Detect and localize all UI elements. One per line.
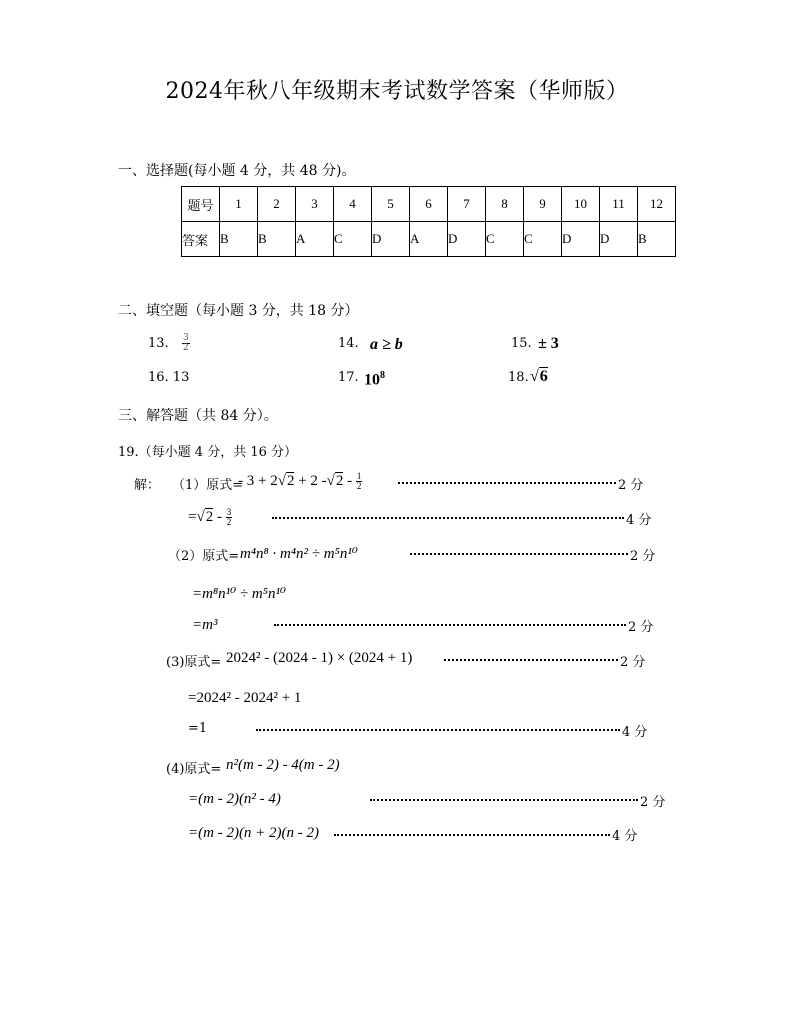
score: 2 分 [640,795,666,810]
score: 4 分 [612,829,638,844]
p2-line2: =m⁸n¹⁰ ÷ m⁵n¹⁰ [192,586,286,602]
dot-leader [410,553,628,555]
table-cell: A [410,222,448,257]
p4-line1: n²(m - 2) - 4(m - 2) [226,757,340,773]
section1-heading: 一、选择题(每小题 4 分，共 48 分)。 [118,163,356,179]
p3-line2: =2024² - 2024² + 1 [188,690,302,706]
dot-leader [370,799,638,801]
score: 2 分 [620,655,646,670]
table-row-answers [182,222,676,257]
table-cell: 1 [220,187,258,222]
q19-heading: 19.（每小题 4 分，共 16 分） [118,445,298,460]
p3-line3: =1 [188,721,208,736]
q18-answer: √6 [530,368,548,385]
section3-heading: 三、解答题（共 84 分）。 [118,408,278,424]
score: 4 分 [622,725,648,740]
section2-heading: 二、填空题（每小题 3 分，共 18 分） [118,303,359,319]
q18-number: 18. [508,370,529,385]
dot-leader [444,659,618,661]
q15-number: 15. [511,336,532,351]
table-cell: C [486,222,524,257]
table-cell: 12 [638,187,676,222]
table-cell: 6 [410,187,448,222]
dot-leader [256,729,620,731]
table-cell: C [334,222,372,257]
p1-expression: - 3 + 2√2 + 2 -√2 - $\frac{1}{2}$ [238,471,362,491]
table-header-ans: 答案 [182,222,220,257]
table-cell: D [600,222,638,257]
table-cell: 2 [258,187,296,222]
p4-line2: =(m - 2)(n² - 4) [188,791,281,807]
dot-leader [334,834,610,836]
table-cell: D [372,222,410,257]
p2-line3: =m³ [192,617,218,633]
score: 2 分 [628,620,654,635]
dot-leader [274,624,626,626]
table-cell: 9 [524,187,562,222]
table-cell: 5 [372,187,410,222]
table-cell: D [562,222,600,257]
table-cell: 8 [486,187,524,222]
q14-answer: a ≥ b [370,336,403,353]
q17-number: 17. [338,370,359,385]
table-cell: A [296,222,334,257]
solve-label: 解： [134,478,161,493]
score: 2 分 [618,478,644,493]
p3-label: (3)原式= [166,655,222,670]
table-cell: 11 [600,187,638,222]
q14-number: 14. [338,336,359,351]
p3-line1: 2024² - (2024 - 1) × (2024 + 1) [226,650,413,666]
table-cell: C [524,222,562,257]
p2-label: （2）原式= [168,549,240,564]
q15-answer: ± 3 [538,335,559,352]
p4-label: (4)原式= [166,762,222,777]
table-cell: 7 [448,187,486,222]
q16-answer: 16. 13 [148,370,190,385]
q17-answer: $10^8$ [364,370,385,389]
score: 4 分 [626,513,652,528]
score: 2 分 [630,549,656,564]
q13-number: 13. [148,336,169,351]
q13-answer: $\frac{3}{2}$ [183,333,189,353]
dot-leader [398,482,616,484]
answer-table [181,186,676,257]
table-cell: B [258,222,296,257]
table-header-num: 题号 [182,187,220,222]
dot-leader [272,517,624,519]
page-title: 2024年秋八年级期末考试数学答案（华师版） [165,79,629,104]
p2-line1: m⁴n⁸ · m⁴n² ÷ m⁵n¹⁰ [240,546,358,562]
table-cell: B [220,222,258,257]
table-cell: 4 [334,187,372,222]
table-cell: 3 [296,187,334,222]
table-cell: B [638,222,676,257]
table-row-numbers [182,187,676,222]
table-cell: D [448,222,486,257]
table-cell: 10 [562,187,600,222]
p1-label: （1）原式= [172,478,244,493]
p4-line3: =(m - 2)(n + 2)(n - 2) [188,825,320,841]
p1-step2: =√2 - $\frac{3}{2}$ [188,507,232,527]
